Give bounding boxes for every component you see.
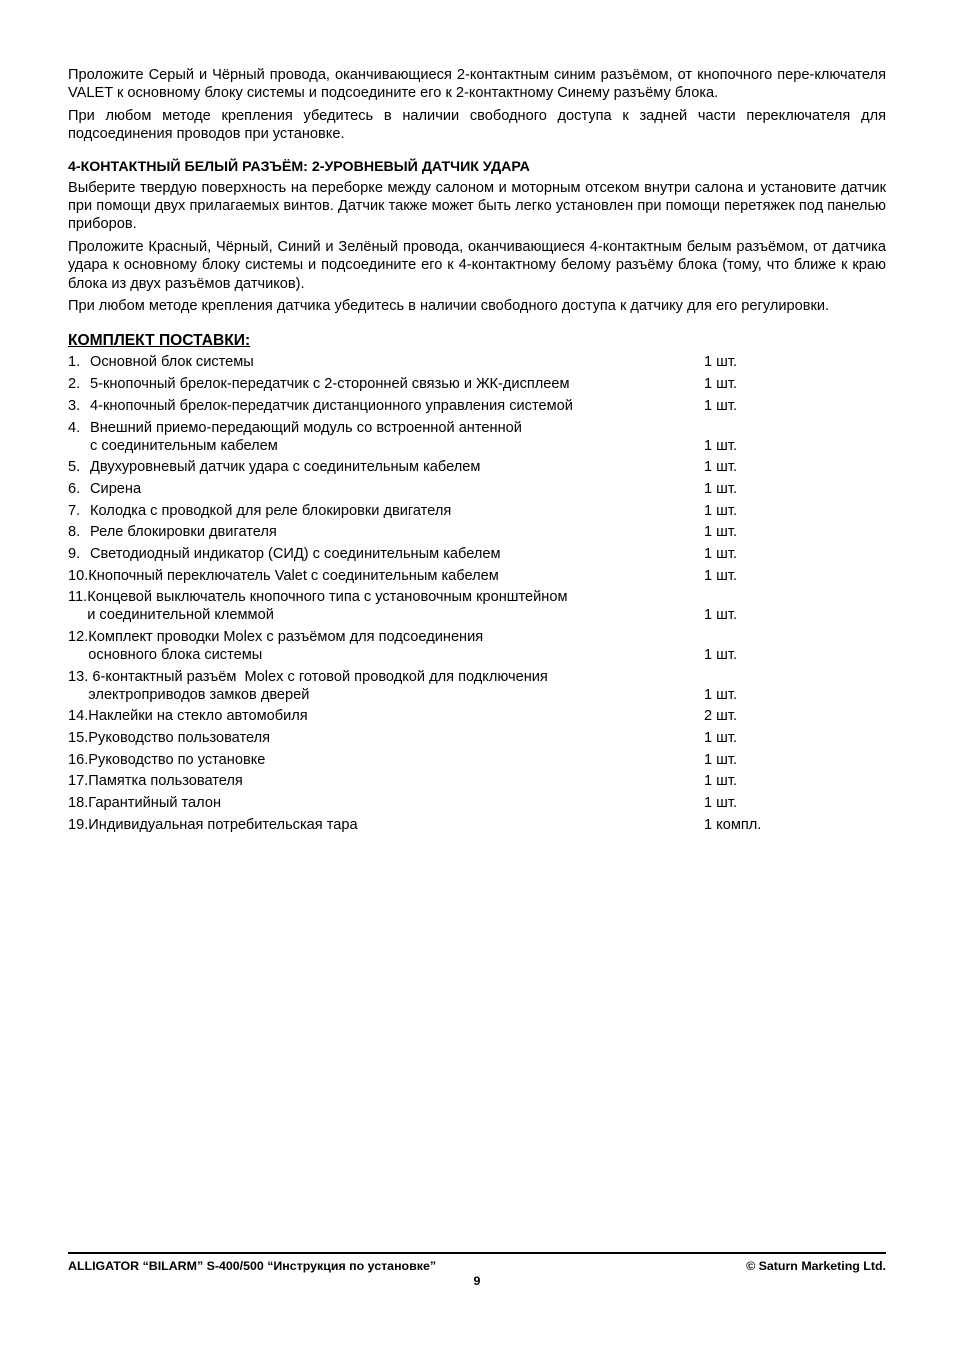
kit-item-quantity: 1 шт. [704, 376, 737, 393]
kit-list-item [68, 480, 886, 498]
kit-item-text: Колодка с проводкой для реле блокировки двигателя [90, 502, 452, 519]
page-footer [68, 1252, 886, 1289]
page-number: 9 [473, 1274, 481, 1288]
kit-item-text: Сирена [90, 480, 142, 497]
kit-list-item [68, 772, 886, 790]
kit-item-text: Кнопочный переключатель Valet с соединительным кабелем [88, 567, 499, 584]
kit-list-item [68, 707, 886, 725]
kit-list-item [68, 397, 886, 415]
kit-item-number: 9. [68, 545, 81, 562]
kit-item-text: Основной блок системы [90, 354, 254, 371]
kit-item-text: Комплект проводки Molex с разъёмом для подсоединения основного блока системы [88, 629, 484, 664]
kit-list-item [68, 751, 886, 769]
kit-list-item [68, 353, 886, 371]
kit-list-item [68, 523, 886, 541]
kit-item-number: 19. [68, 816, 89, 833]
kit-list [68, 353, 886, 833]
kit-item-text: 6-контактный разъём Molex с готовой проводкой для подключения электроприводов замков дверей [88, 668, 548, 703]
kit-item-number: 8. [68, 524, 81, 541]
kit-item-number: 2. [68, 376, 81, 393]
kit-item-number: 13. [68, 668, 89, 685]
kit-item-number: 16. [68, 751, 89, 768]
kit-item-quantity: 2 шт. [704, 708, 737, 725]
kit-item-quantity: 1 шт. [704, 459, 737, 476]
kit-item-quantity: 1 шт. [704, 751, 737, 768]
kit-item-quantity: 1 шт. [704, 524, 737, 541]
kit-item-number: 10. [68, 567, 89, 584]
kit-item-number: 3. [68, 397, 81, 414]
kit-list-item [68, 458, 886, 476]
kit-item-text: Двухуровневый датчик удара с соединительным кабелем [90, 459, 481, 476]
kit-item-number: 6. [68, 480, 81, 497]
kit-list-item [68, 668, 886, 704]
footer-document-title: ALLIGATOR “BILARM” S-400/500 “Инструкция по установке” [68, 1259, 437, 1273]
kit-list-item [68, 545, 886, 563]
paragraph-valet-wiring: Проложите Серый и Чёрный провода, оканчивающиеся 2-контактным синим разъёмом, от кнопочного пере-ключателя VALET к основному блоку системы и подсоедините его к 2-контактному Синему разъёму блока. [68, 67, 886, 102]
kit-item-quantity: 1 шт. [704, 647, 737, 664]
kit-item-number: 7. [68, 502, 81, 519]
kit-item-quantity: 1 шт. [704, 686, 737, 703]
kit-item-quantity: 1 шт. [704, 773, 737, 790]
kit-item-quantity: 1 компл. [704, 816, 762, 833]
kit-item-text: Реле блокировки двигателя [90, 524, 277, 541]
kit-item-text: Концевой выключатель кнопочного типа с установочным кронштейном и соединительной клеммой [87, 589, 568, 624]
kit-item-number: 4. [68, 419, 81, 436]
kit-item-text: 4-кнопочный брелок-передатчик дистанционного управления системой [90, 397, 573, 414]
footer-copyright: © Saturn Marketing Ltd. [746, 1259, 886, 1273]
kit-item-number: 17. [68, 773, 89, 790]
kit-item-text: Руководство пользователя [88, 730, 271, 747]
kit-list-item [68, 502, 886, 520]
kit-list-item [68, 588, 886, 624]
kit-item-quantity: 1 шт. [704, 480, 737, 497]
kit-item-number: 5. [68, 459, 81, 476]
paragraph-sensor-access: При любом методе крепления датчика убедитесь в наличии свободного доступа к датчику для его регулировки. [68, 298, 830, 315]
kit-item-quantity: 1 шт. [704, 502, 737, 519]
kit-list-item [68, 419, 886, 455]
kit-item-quantity: 1 шт. [704, 795, 737, 812]
kit-item-number: 12. [68, 629, 89, 646]
paragraph-sensor-mounting: Выберите твердую поверхность на переборке между салоном и моторным отсеком внутри салона и установите датчик при помощи двух прилагаемых винтов. Датчик также может быть легко установлен при помощи перетяжек под панелью приборов. [68, 179, 886, 233]
kit-item-quantity: 1 шт. [704, 567, 737, 584]
document-page [68, 66, 886, 838]
kit-list-item [68, 816, 886, 834]
kit-list-item [68, 794, 886, 812]
kit-item-text: Руководство по установке [88, 751, 266, 768]
kit-item-text: Наклейки на стекло автомобиля [88, 708, 308, 725]
kit-item-number: 18. [68, 795, 89, 812]
kit-item-text: Внешний приемо-передающий модуль со встроенной антенной с соединительным кабелем [90, 419, 522, 454]
kit-item-quantity: 1 шт. [704, 397, 737, 414]
section-heading-shock-sensor: 4-КОНТАКТНЫЙ БЕЛЫЙ РАЗЪЁМ: 2-УРОВНЕВЫЙ ДАТЧИК УДАРА [68, 158, 530, 175]
kit-list-item [68, 729, 886, 747]
kit-item-text: 5-кнопочный брелок-передатчик с 2-сторонней связью и ЖК-дисплеем [90, 376, 570, 393]
paragraph-sensor-wiring: Проложите Красный, Чёрный, Синий и Зелёный провода, оканчивающиеся 4-контактным белым разъёмом, от датчика удара к основному блоку системы и подсоедините его к 4-контактному белому разъёму блока (тому, что ближе к краю блока из двух разъёмов датчиков). [68, 238, 886, 292]
kit-item-quantity: 1 шт. [704, 354, 737, 371]
kit-item-quantity: 1 шт. [704, 730, 737, 747]
kit-item-text: Светодиодный индикатор (СИД) с соединительным кабелем [90, 545, 501, 562]
kit-list-item [68, 628, 886, 664]
kit-item-text: Индивидуальная потребительская тара [88, 816, 358, 833]
kit-item-number: 1. [68, 354, 81, 371]
kit-item-number: 15. [68, 730, 89, 747]
kit-item-text: Памятка пользователя [88, 773, 243, 790]
kit-item-quantity: 1 шт. [704, 437, 737, 454]
kit-item-text: Гарантийный талон [88, 795, 222, 812]
kit-item-number: 11. [68, 589, 88, 606]
paragraph-valet-access: При любом методе крепления убедитесь в наличии свободного доступа к задней части переключателя для подсоединения проводов при установке. [68, 107, 886, 143]
kit-item-quantity: 1 шт. [704, 545, 737, 562]
kit-list-item [68, 375, 886, 393]
kit-item-quantity: 1 шт. [704, 607, 737, 624]
kit-list-item [68, 567, 886, 585]
kit-item-number: 14. [68, 708, 89, 725]
kit-heading: КОМПЛЕКТ ПОСТАВКИ: [68, 332, 251, 350]
